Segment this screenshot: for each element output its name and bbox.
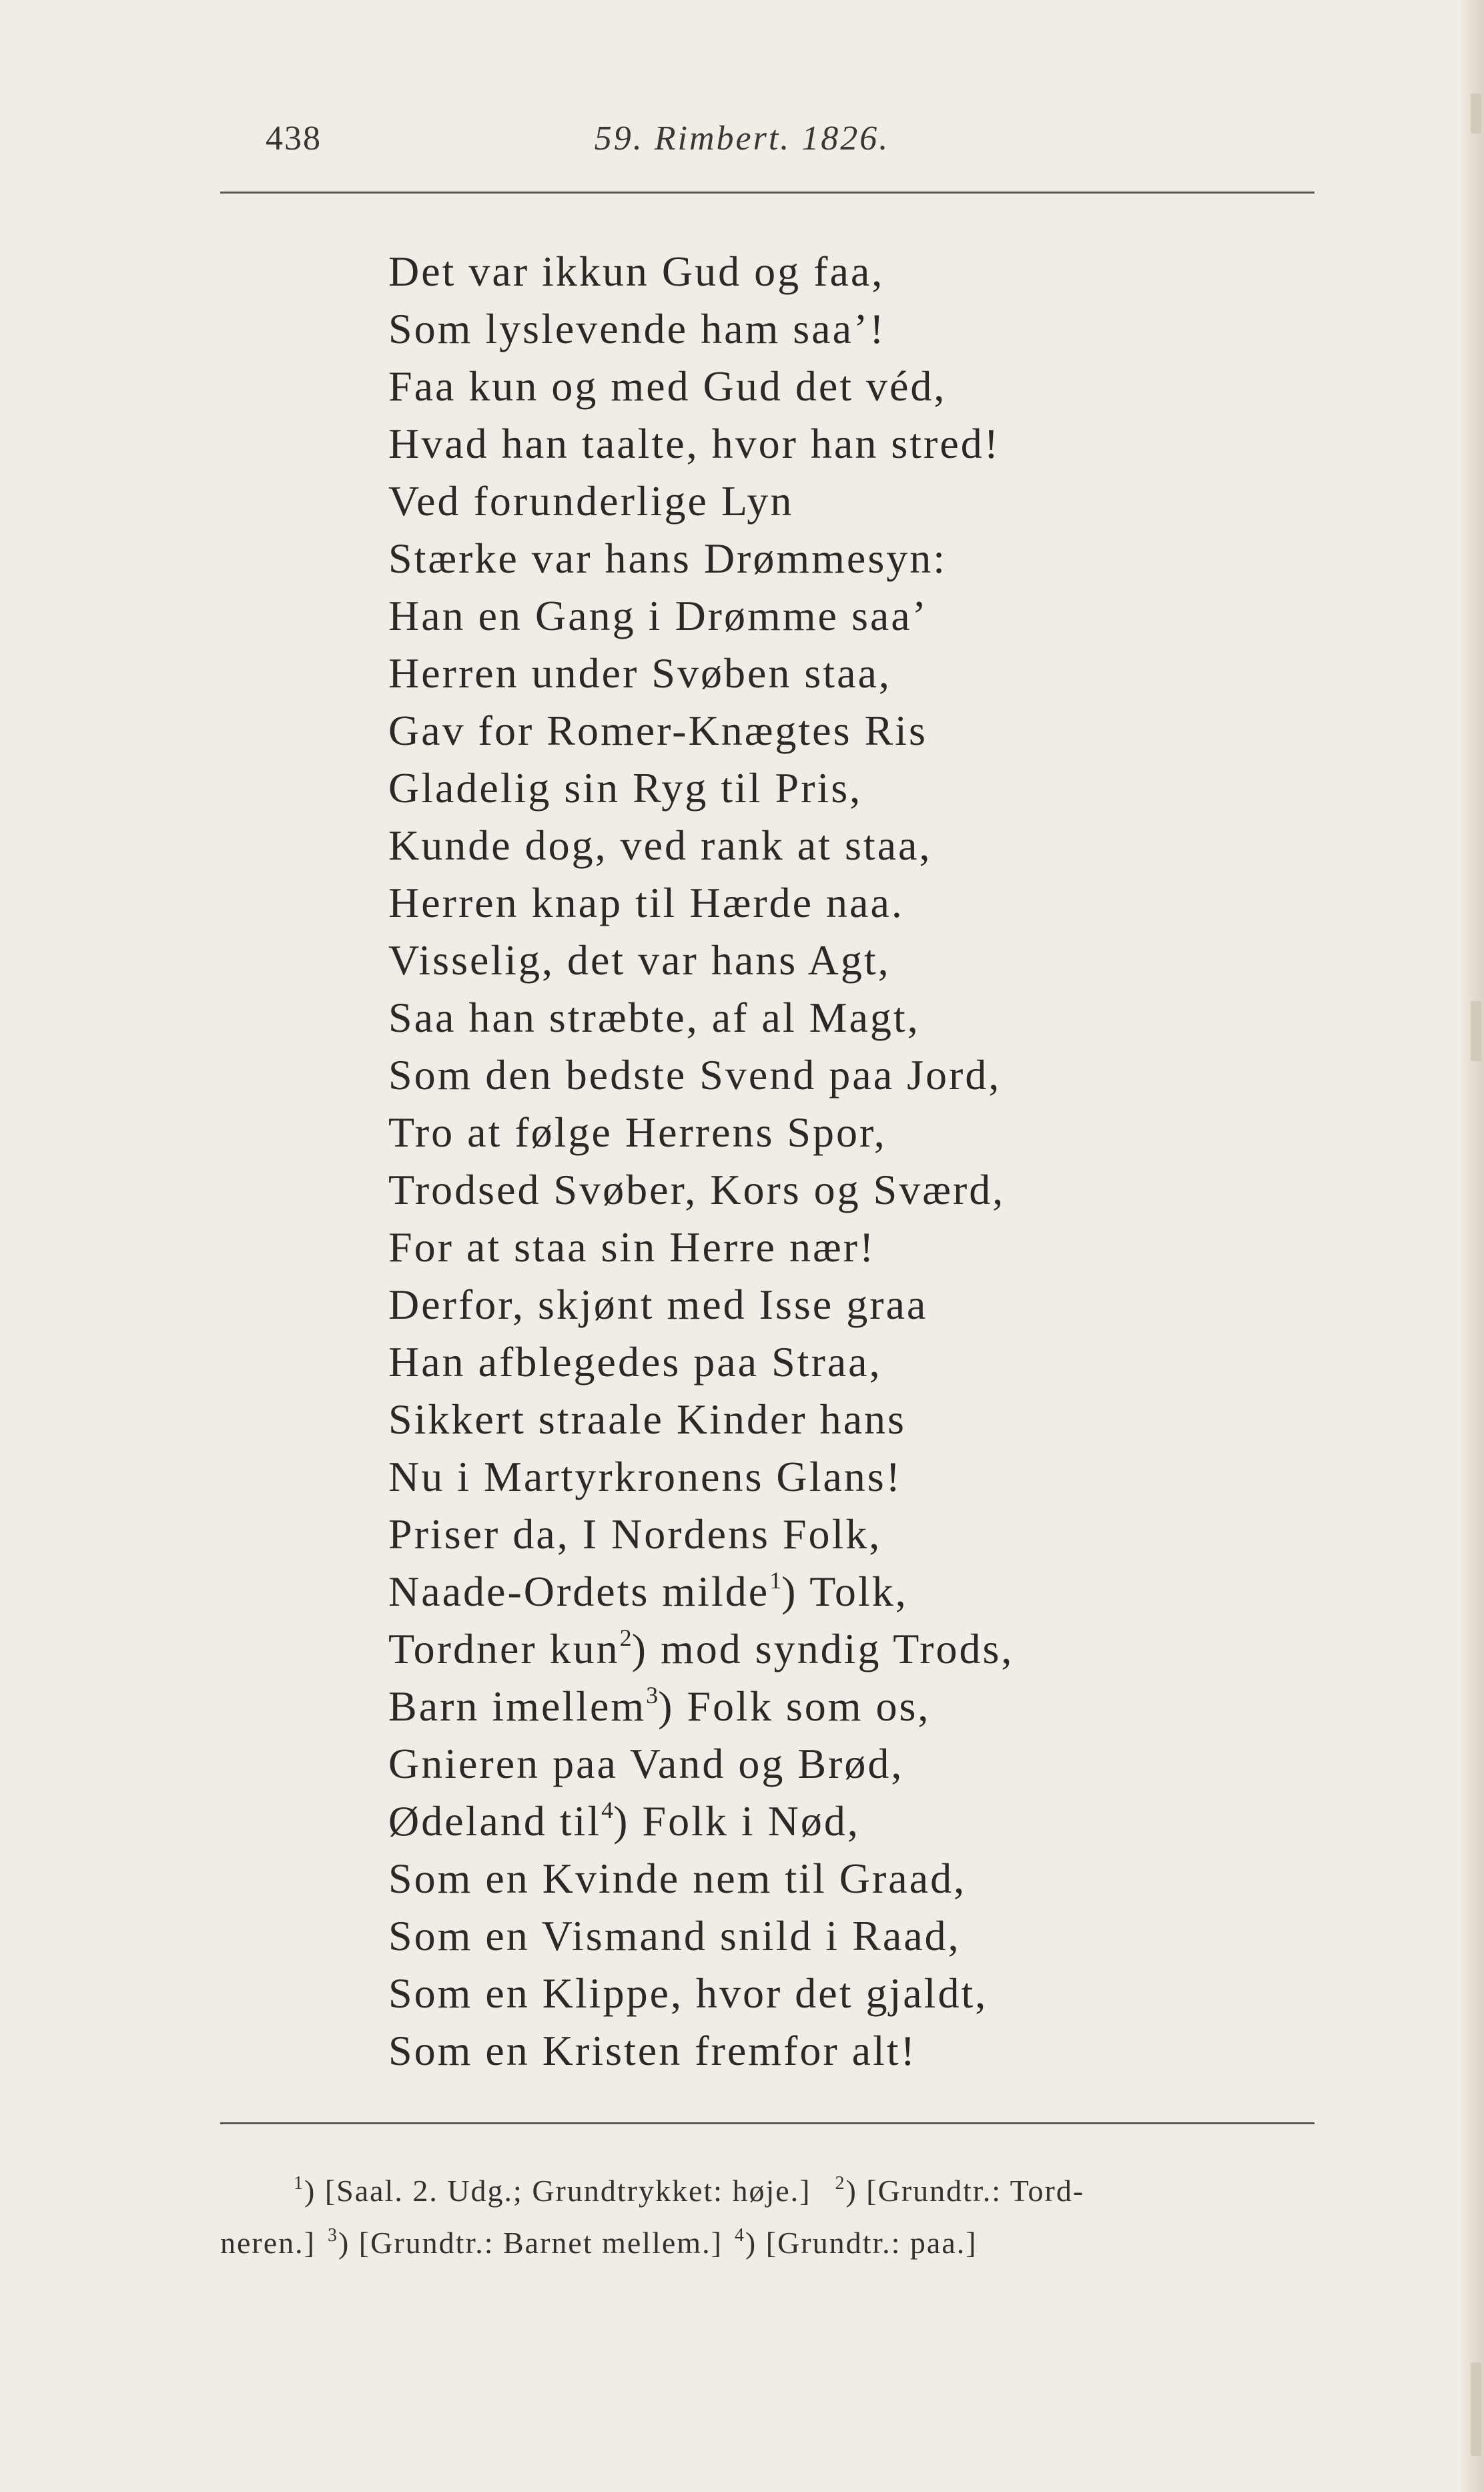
poem-line-text: ) mod syndig Trods, <box>631 1625 1014 1672</box>
poem-line: Han en Gang i Drømme saa’ <box>388 592 928 639</box>
poem-line <box>388 1793 1269 1850</box>
poem-line: Det var ikkun Gud og faa, <box>388 248 885 295</box>
header-rule <box>220 192 1315 194</box>
footnote-reference: 1 <box>769 1567 782 1594</box>
poem-line: Han afblegedes paa Straa, <box>388 1338 882 1385</box>
poem-line: Trodsed Svøber, Kors og Sværd, <box>388 1166 1006 1213</box>
footnote-reference: 2 <box>619 1624 632 1651</box>
footnote-marker: 4 <box>734 2225 745 2246</box>
poem-line: Som en Kvinde nem til Graad, <box>388 1855 967 1902</box>
poem-line: Gnieren paa Vand og Brød, <box>388 1740 904 1787</box>
poem-line-text: Barn imellem <box>388 1682 647 1730</box>
poem-line: Som en Vismand snild i Raad, <box>388 1912 961 1959</box>
poem-line: Derfor, skjønt med Isse graa <box>388 1281 928 1328</box>
footnote-marker: 3 <box>327 2225 338 2246</box>
poem-line: Nu i Martyrkronens Glans! <box>388 1453 902 1500</box>
poem-line: Herren knap til Hærde naa. <box>388 879 904 926</box>
poem-line: Som lyslevende ham saa’! <box>388 305 886 352</box>
poem-line <box>388 1620 1269 1678</box>
poem-line: Kunde dog, ved rank at staa, <box>388 822 932 869</box>
footnote-line <box>220 2165 1368 2217</box>
gutter-shadow-mark <box>1471 2363 1481 2456</box>
poem-line-text: ) Folk i Nød, <box>613 1797 860 1845</box>
footnote-line <box>220 2217 1368 2269</box>
poem-line: Faa kun og med Gud det véd, <box>388 362 947 410</box>
poem-line-text: Ødeland til <box>388 1797 602 1845</box>
footnote-reference: 3 <box>646 1682 659 1708</box>
poem-line: For at staa sin Herre nær! <box>388 1223 876 1271</box>
footnotes <box>220 2165 1368 2269</box>
footnote-2: ) [Grundtr.: Tord- <box>845 2174 1085 2208</box>
footnote-marker: 2 <box>835 2173 846 2194</box>
footnote-4: ) [Grundtr.: paa.] <box>745 2226 978 2260</box>
poem-line: Som en Klippe, hvor det gjaldt, <box>388 1969 988 2017</box>
poem-line: Gav for Romer-Knægtes Ris <box>388 707 928 754</box>
poem-text <box>388 243 1269 2080</box>
footnote-2-continued: neren.] <box>220 2226 316 2260</box>
poem-line: Tro at følge Herrens Spor, <box>388 1109 887 1156</box>
poem-line-text: Tordner kun <box>388 1625 620 1672</box>
page-header <box>0 115 1484 168</box>
poem-line: Sikkert straale Kinder hans <box>388 1395 906 1443</box>
poem-line: Priser da, I Nordens Folk, <box>388 1510 882 1558</box>
poem-line <box>388 1678 1269 1735</box>
poem-line: Hvad han taalte, hvor han stred! <box>388 420 1001 467</box>
running-head: 59. Rimbert. 1826. <box>594 119 890 158</box>
poem-line: Som en Kristen fremfor alt! <box>388 2027 917 2074</box>
footnote-3: ) [Grundtr.: Barnet mellem.] <box>338 2226 723 2260</box>
poem-line: Visselig, det var hans Agt, <box>388 936 891 984</box>
poem-line <box>388 1563 1269 1620</box>
poem-line-text: ) Folk som os, <box>658 1682 931 1730</box>
gutter-shadow-mark <box>1471 1001 1481 1061</box>
poem-line: Gladelig sin Ryg til Pris, <box>388 764 863 812</box>
page-number: 438 <box>266 119 322 158</box>
poem-line-text: ) Tolk, <box>781 1568 908 1615</box>
footnote-1: ) [Saal. 2. Udg.; Grundtrykket: høje.] <box>304 2174 811 2208</box>
poem-line-text: Naade-Ordets milde <box>388 1568 770 1615</box>
poem-line: Herren under Svøben staa, <box>388 649 891 697</box>
footnote-marker: 1 <box>294 2173 304 2194</box>
footnote-rule <box>220 2122 1315 2124</box>
footnote-reference: 4 <box>601 1797 614 1823</box>
page-gutter-edge <box>1461 0 1484 2492</box>
poem-line: Saa han stræbte, af al Magt, <box>388 994 920 1041</box>
poem-line: Som den bedste Svend paa Jord, <box>388 1051 1002 1099</box>
poem-line: Ved forunderlige Lyn <box>388 477 794 525</box>
poem-line: Stærke var hans Drømmesyn: <box>388 535 947 582</box>
